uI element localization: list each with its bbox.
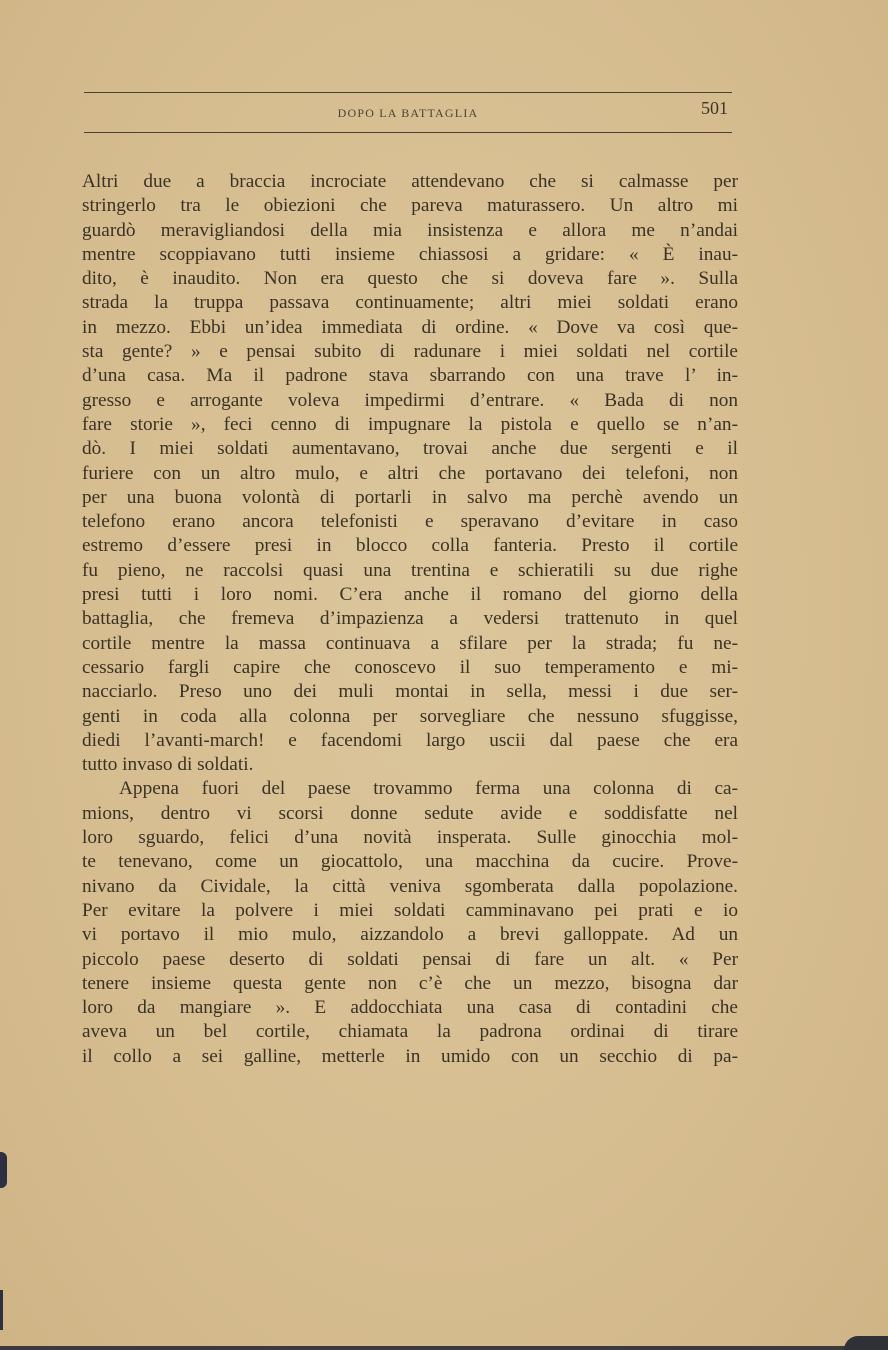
text-line: fu pieno, ne raccolsi quasi una trentina e schieratili su due righe <box>82 559 738 581</box>
text-line: battaglia, che fremeva d’impazienza a vedersi trattenuto in quel <box>82 608 738 630</box>
text-line: te tenevano, come un giocattolo, una macchina da cucire. Prove- <box>82 851 738 873</box>
text-line: vi portavo il mio mulo, aizzandolo a brevi galloppate. Ad un <box>82 924 738 946</box>
page-bottom-edge <box>0 1346 888 1350</box>
text-line: tenere insieme questa gente non c’è che un mezzo, bisogna dar <box>82 972 738 994</box>
binding-mark <box>0 1290 3 1330</box>
text-line: stringerlo tra le obiezioni che pareva maturassero. Un altro mi <box>82 195 738 217</box>
text-line: loro da mangiare ». E addocchiata una casa di contadini che <box>82 997 738 1019</box>
text-line: diedi l’avanti-march! e facendomi largo uscii dal paese che era <box>82 729 738 751</box>
text-line: aveva un bel cortile, chiamata la padrona ordinai di tirare <box>82 1021 738 1043</box>
text-line: genti in coda alla colonna per sorvegliare che nessuno sfuggisse, <box>82 705 738 727</box>
text-line: presi tutti i loro nomi. C’era anche il romano del giorno della <box>82 584 738 606</box>
binding-mark <box>0 1152 7 1188</box>
text-line: tutto invaso di soldati. <box>82 754 254 776</box>
paragraph-start-line: Appena fuori del paese trovammo ferma una colonna di ca- <box>119 778 738 800</box>
text-line: estremo d’essere presi in blocco colla fanteria. Presto il cortile <box>82 535 738 557</box>
running-head <box>84 98 732 125</box>
text-line: d’una casa. Ma il padrone stava sbarrando con una trave l’ in- <box>82 365 738 387</box>
text-line: guardò meravigliandosi della mia insistenza e allora me n’andai <box>82 219 738 241</box>
body-text <box>82 170 738 1069</box>
text-line: dò. I miei soldati aumentavano, trovai anche due sergenti e il <box>82 438 738 460</box>
text-line: nacciarlo. Preso uno dei muli montai in sella, messi i due ser- <box>82 681 738 703</box>
text-line: in mezzo. Ebbi un’idea immediata di ordine. « Dove va così que- <box>82 316 738 338</box>
text-line: fare storie », feci cenno di impugnare la pistola e quello se n’an- <box>82 413 738 435</box>
text-line: mentre scoppiavano tutti insieme chiassosi a gridare: « È inau- <box>82 243 738 265</box>
header-bottom-rule <box>84 132 732 133</box>
text-line: strada la truppa passava continuamente; altri miei soldati erano <box>82 292 738 314</box>
text-line: mions, dentro vi scorsi donne sedute avide e soddisfatte nel <box>82 802 738 824</box>
text-line: sta gente? » e pensai subito di radunare i miei soldati nel cortile <box>82 341 738 363</box>
text-line: piccolo paese deserto di soldati pensai di fare un alt. « Per <box>82 948 738 970</box>
text-line: nivano da Cividale, la città veniva sgomberata dalla popolazione. <box>82 875 738 897</box>
running-title: DOPO LA BATTAGLIA <box>337 106 479 120</box>
header-top-rule <box>84 92 732 93</box>
text-line: cessario fargli capire che conoscevo il suo temperamento e mi- <box>82 656 738 678</box>
page-number: 501 <box>701 98 728 118</box>
text-line: telefono erano ancora telefonisti e speravano d’evitare in caso <box>82 511 738 533</box>
text-line: cortile mentre la massa continuava a sfilare per la strada; fu ne- <box>82 632 738 654</box>
text-line: Altri due a braccia incrociate attendevano che si calmasse per <box>82 171 738 192</box>
text-line: loro sguardo, felici d’una novità insperata. Sulle ginocchia mol- <box>82 827 738 849</box>
text-line: Per evitare la polvere i miei soldati camminavano pei prati e io <box>82 899 738 921</box>
text-line: gresso e arrogante voleva impedirmi d’entrare. « Bada di non <box>82 389 738 411</box>
text-line: per una buona volontà di portarli in salvo ma perchè avendo un <box>82 486 738 508</box>
text-line: dito, è inaudito. Non era questo che si doveva fare ». Sulla <box>82 268 738 290</box>
text-line: furiere con un altro mulo, e altri che portavano dei telefoni, non <box>82 462 738 484</box>
page-corner-shadow <box>844 1336 888 1350</box>
text-line: il collo a sei galline, metterle in umido con un secchio di pa- <box>82 1045 738 1067</box>
